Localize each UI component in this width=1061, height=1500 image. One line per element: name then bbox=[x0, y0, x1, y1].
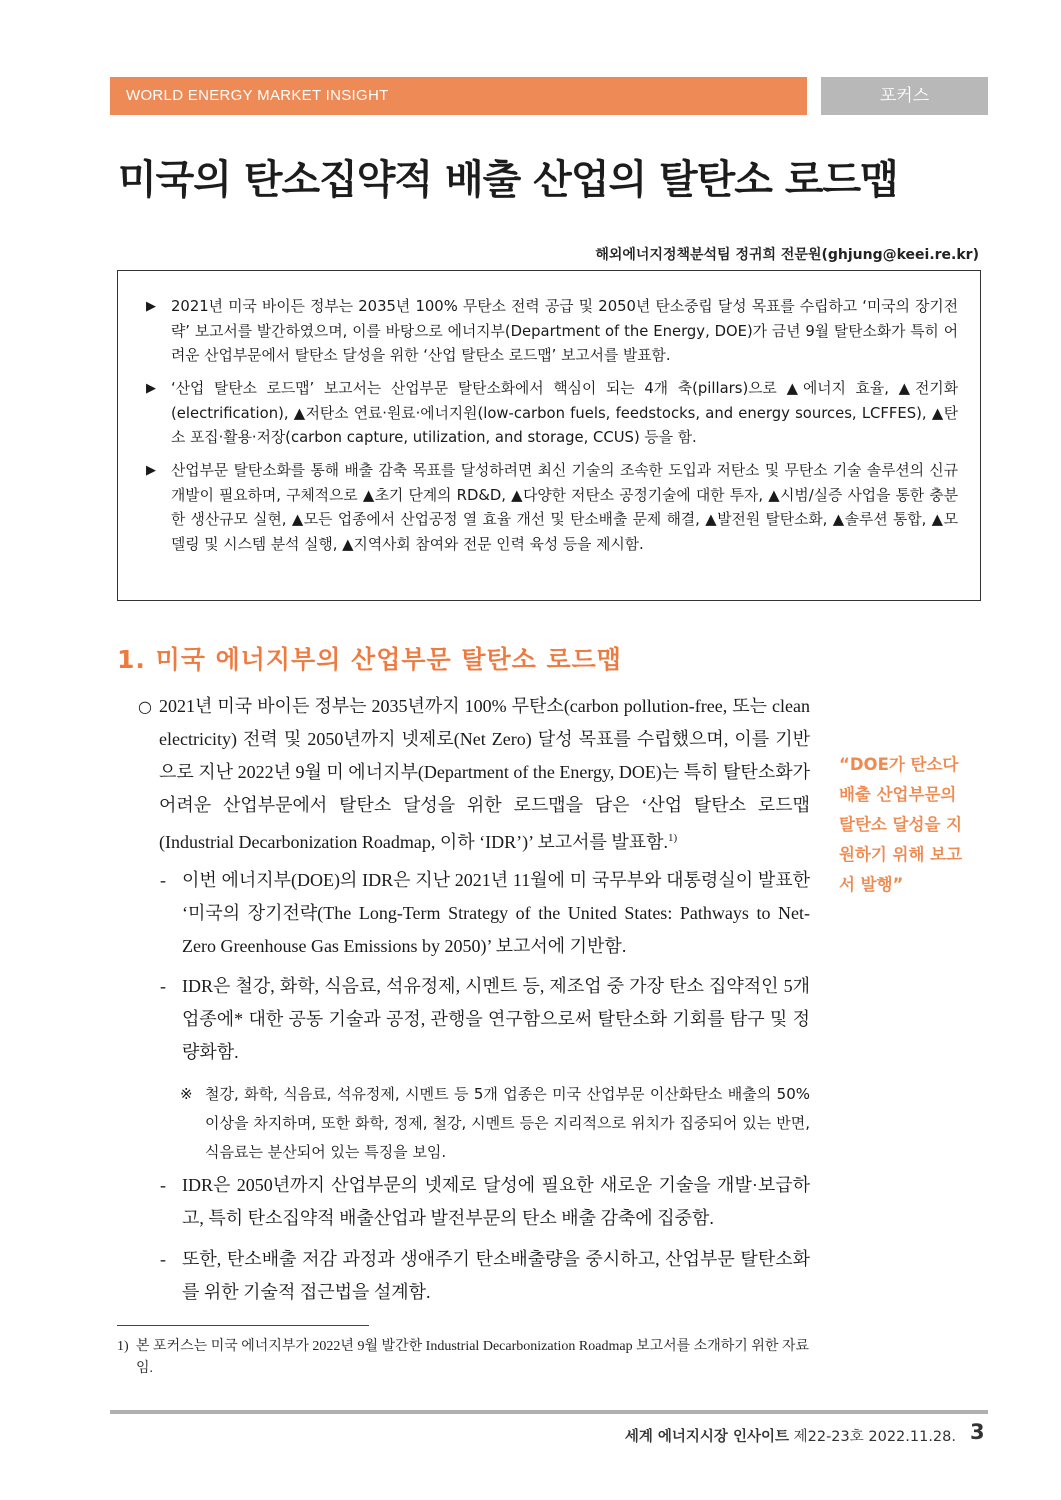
summary-text: 2021년 미국 바이든 정부는 2035년 100% 무탄소 전력 공급 및 2050년 탄소중립 달성 목표를 수립하고 ‘미국의 장기전략’ 보고서를 발간하였으며, 이를 바탕으로 에너지부(Department of the Energy, DOE)가 금년 9월 탈탄소화가 특히 어려운 산업부문에서 탈탄소 달성을 위한 ‘산업 탈탄소 로드맵’ 보고서를 발표함. bbox=[171, 298, 958, 364]
summary-item bbox=[146, 377, 958, 451]
main-bullet-body: 2021년 미국 바이든 정부는 2035년까지 100% 무탄소(carbon pollution-free, 또는 clean electricity) 전력 및 2050년까지 넷제로(Net Zero) 달성 목표를 수립했으며, 이를 기반으로 지난 2022년 9월 미 에너지부(Department of the Energy, DOE)는 특히 탈탄소화가 어려운 산업부문에서 탈탄소 달성을 위한 로드맵을 담은 ‘산업 탈탄소 로드맵(Industrial Decarbonization Roadmap, 이하 ‘IDR’)’ 보고서를 발표함. bbox=[159, 696, 810, 852]
publication-name: 세계 에너지시장 인사이트 bbox=[624, 1429, 789, 1445]
summary-box bbox=[117, 270, 981, 601]
author-line: 해외에너지정책분석팀 정귀희 전문원(ghjung@keei.re.kr) bbox=[595, 247, 979, 263]
pull-quote: “DOE가 탄소다배출 산업부문의 탈탄소 달성을 지원하기 위해 보고서 발행” bbox=[839, 755, 963, 894]
category-tag: 포커스 bbox=[821, 77, 988, 115]
sub-bullet bbox=[160, 1243, 810, 1309]
summary-text: ‘산업 탈탄소 로드맵’ 보고서는 산업부문 탈탄소화에서 핵심이 되는 4개 축(pillars)으로 ▲에너지 효율, ▲전기화(electrification), ▲저탄소 연료·원료·에너지원(low-carbon fuels, feedstocks, and energy sources, LCFFES), ▲탄소 포집·활용·저장(carbon capture, utilization, and storage, CCUS) 등을 함. bbox=[171, 380, 958, 446]
dash-bullet-icon: - bbox=[160, 870, 166, 890]
main-bullet-text bbox=[138, 690, 810, 859]
footnote-number: 1) bbox=[117, 1339, 129, 1354]
circle-bullet-icon: ○ bbox=[138, 697, 152, 716]
summary-text: 산업부문 탈탄소화를 통해 배출 감축 목표를 달성하려면 최신 기술의 조속한 도입과 저탄소 및 무탄소 기술 솔루션의 신규 개발이 필요하며, 구체적으로 ▲초기 단계의 RD&D, ▲다양한 저탄소 공정기술에 대한 투자, ▲시범/실증 사업을 통한 충분한 생산규모 실현, ▲모든 업종에서 산업공정 열 효율 개선 및 탄소배출 문제 해결, ▲발전원 탈탄소화, ▲솔루션 통합, ▲모델링 및 시스템 분석 실행, ▲지역사회 참여와 전문 인력 육성 등을 제시함. bbox=[171, 462, 958, 553]
reference-mark-icon: ※ bbox=[180, 1085, 193, 1103]
sub-bullet-text: 또한, 탄소배출 저감 과정과 생애주기 탄소배출량을 중시하고, 산업부문 탈탄소화를 위한 기술적 접근법을 설계함. bbox=[182, 1249, 810, 1302]
dash-bullet-icon: - bbox=[160, 1249, 166, 1269]
section-title: 1. 미국 에너지부의 산업부문 탈탄소 로드맵 bbox=[117, 645, 622, 674]
footnote-reference[interactable]: 1) bbox=[668, 832, 678, 844]
footer-divider bbox=[110, 1410, 988, 1414]
summary-item bbox=[146, 295, 958, 369]
dash-bullet-icon: - bbox=[160, 976, 166, 996]
sub-bullet bbox=[160, 970, 810, 1069]
arrow-bullet-icon: ▶ bbox=[146, 299, 156, 314]
summary-item bbox=[146, 459, 958, 557]
footnote-divider bbox=[117, 1325, 369, 1326]
footnote-text: 본 포커스는 미국 에너지부가 2022년 9월 발간한 Industrial Decarbonization Roadmap 보고서를 소개하기 위한 자료임. bbox=[136, 1339, 809, 1376]
sub-bullet-text: 이번 에너지부(DOE)의 IDR은 지난 2021년 11월에 미 국무부와 대통령실이 발표한 ‘미국의 장기전략(The Long-Term Strategy of the United States: Pathways to Net-Zero Greenhouse Gas Emissions by 2050)’ 보고서에 기반함. bbox=[182, 870, 810, 956]
note-text: 철강, 화학, 식음료, 석유정제, 시멘트 등 5개 업종은 미국 산업부문 이산화탄소 배출의 50% 이상을 차지하며, 또한 화학, 정제, 철강, 시멘트 등은 지리적으로 위치가 집중되어 있는 반면, 식음료는 분산되어 있는 특징을 보임. bbox=[205, 1085, 810, 1161]
sub-bullet bbox=[160, 1169, 810, 1235]
sub-bullet bbox=[160, 864, 810, 963]
issue-info: 제22-23호 2022.11.28. bbox=[793, 1429, 956, 1445]
footnote bbox=[117, 1336, 809, 1380]
arrow-bullet-icon: ▶ bbox=[146, 463, 156, 478]
footer-info bbox=[625, 1425, 956, 1446]
dash-bullet-icon: - bbox=[160, 1175, 166, 1195]
sub-bullet-text: IDR은 2050년까지 산업부문의 넷제로 달성에 필요한 새로운 기술을 개발·보급하고, 특히 탄소집약적 배출산업과 발전부문의 탄소 배출 감축에 집중함. bbox=[182, 1175, 810, 1228]
main-bullet bbox=[138, 690, 810, 859]
series-header-bar bbox=[110, 77, 807, 115]
page-number: 3 bbox=[970, 1420, 985, 1444]
sub-bullet-text: IDR은 철강, 화학, 식음료, 석유정제, 시멘트 등, 제조업 중 가장 탄소 집약적인 5개 업종에* 대한 공동 기술과 공정, 관행을 연구함으로써 탈탄소화 기회를 탐구 및 정량화함. bbox=[182, 976, 810, 1062]
arrow-bullet-icon: ▶ bbox=[146, 381, 156, 396]
asterisk-note bbox=[180, 1080, 810, 1167]
article-title: 미국의 탄소집약적 배출 산업의 탈탄소 로드맵 bbox=[118, 157, 898, 203]
series-label: WORLD ENERGY MARKET INSIGHT bbox=[126, 87, 389, 104]
